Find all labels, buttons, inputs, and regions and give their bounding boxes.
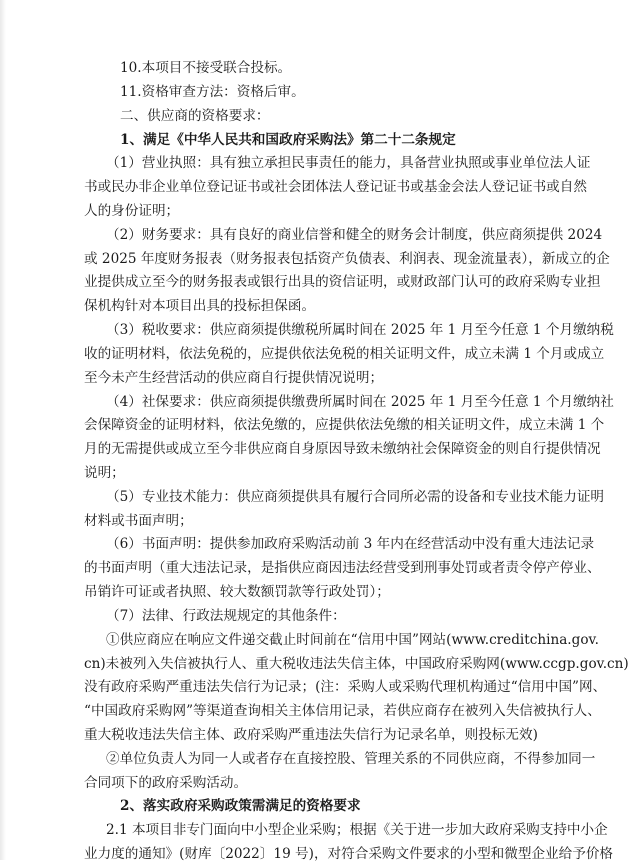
text-line: 至今未产生经营活动的供应商自行提供情况说明； xyxy=(84,369,384,386)
text-line: 业力度的通知》(财库〔2022〕19 号)，对符合采购文件要求的小型和微型企业给予价格 xyxy=(84,846,614,862)
text-line: 10.本项目不接受联合投标。 xyxy=(120,60,292,76)
text-line: （5）专业技术能力：供应商须提供具有履行合同所必需的设备和专业技术能力证明 xyxy=(106,488,605,505)
text-line: ②单位负责人为同一人或者存在直接控股、管理关系的不同供应商，不得参加同一 xyxy=(106,750,596,767)
text-line: （4）社保要求：供应商须提供缴费所属时间在 2025 年 1 月至今任意 1 个月缴纳社 xyxy=(106,393,614,410)
text-line: 说明； xyxy=(84,464,125,481)
text-line: 的书面声明（重大违法记录，是指供应商因违法经营受到刑事处罚或者责令停产停业、 xyxy=(84,560,601,577)
text-line: （6）书面声明：提供参加政府采购活动前 3 年内在经营活动中没有重大违法记录 xyxy=(106,536,595,553)
text-line: 吊销许可证或者执照、较大数额罚款等行政处罚）； xyxy=(84,584,390,600)
section-heading: 1、满足《中华人民共和国政府采购法》第二十二条规定 xyxy=(120,131,456,148)
text-line: 月的无需提供或成立至今非供应商自身原因导致未缴纳社会保障资金的则自行提供情况 xyxy=(84,441,601,458)
text-line: 业提供成立至今的财务报表或银行出具的资信证明，或财政部门认可的政府采购专业担 xyxy=(84,274,601,291)
text-line: 人的身份证明； xyxy=(84,202,180,219)
text-line: （7）法律、行政法规规定的其他条件： xyxy=(106,607,346,624)
text-line: （3）税收要求：供应商须提供缴税所属时间在 2025 年 1 月至今任意 1 个月缴纳税 xyxy=(106,322,614,338)
text-line: 没有政府采购严重违法失信行为记录；(注：采购人或采购代理机构通过“信用中国”网、 xyxy=(84,679,607,696)
text-line: “中国政府采购网”等渠道查询相关主体信用记录，若供应商存在被列入失信被执行人、 xyxy=(84,703,601,720)
text-line: cn)未被列入失信被执行人、重大税收违法失信主体，中国政府采购网(www.ccgp.gov.cn) xyxy=(84,655,629,672)
text-line: 书或民办非企业单位登记证书或社会团体法人登记证书或基金会法人登记证书或自然 xyxy=(84,179,587,196)
text-line: 收的证明材料，依法免税的，应提供依法免税的相关证明文件，成立未满 1 个月或成立 xyxy=(84,345,605,362)
text-line: 重大税收违法失信主体、政府采购严重违法失信行为记录名单，则投标无效) xyxy=(84,726,538,743)
text-line: 或 2025 年度财务报表（财务报表包括资产负债表、利润表、现金流量表），新成立的企 xyxy=(84,250,610,267)
text-line: 保机构针对本项目出具的投标担保函。 xyxy=(84,298,316,315)
text-line: （2）财务要求：具有良好的商业信誉和健全的财务会计制度，供应商须提供 2024 xyxy=(106,226,603,243)
text-line: 11.资格审查方法：资格后审。 xyxy=(120,83,305,100)
section-heading: 2、落实政府采购政策需满足的资格要求 xyxy=(120,798,361,815)
scan-edge xyxy=(0,0,6,860)
text-line: （1）营业执照：具有独立承担民事责任的能力，具备营业执照或事业单位法人证 xyxy=(106,155,591,172)
text-line: 合同项下的政府采购活动。 xyxy=(84,774,248,791)
text-line: 材料或书面声明； xyxy=(84,512,193,529)
text-line: ①供应商应在响应文件递交截止时间前在“信用中国”网站(www.creditchina.gov. xyxy=(106,631,599,648)
text-line: 2.1 本项目非专门面向中小型企业采购；根据《关于进一步加大政府采购支持中小企 xyxy=(106,822,608,839)
text-line: 会保障资金的证明材料，依法免缴的，应提供依法免缴的相关证明文件，成立未满 1 个 xyxy=(84,417,605,434)
text-line: 二、供应商的资格要求： xyxy=(120,107,270,124)
